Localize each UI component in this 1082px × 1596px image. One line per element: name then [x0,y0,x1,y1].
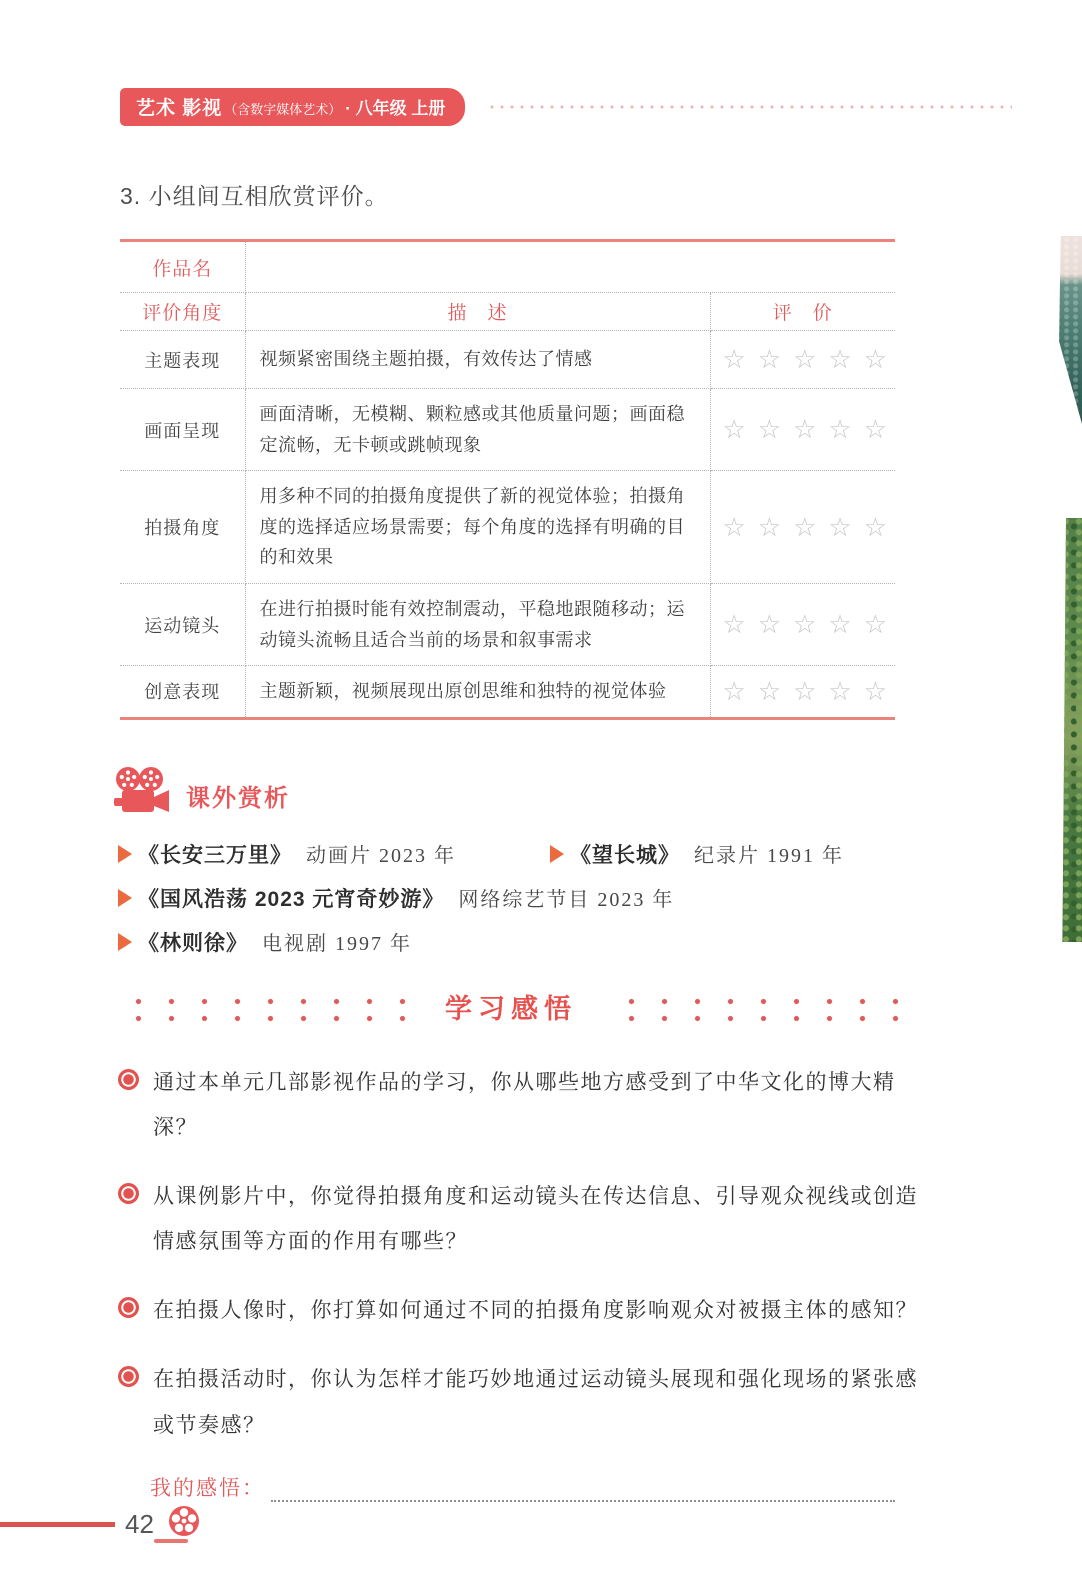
row-description: 视频紧密围绕主题拍摄，有效传达了情感 [245,331,710,389]
star-rating: ☆☆☆☆☆ [710,331,895,389]
table-row [120,666,895,719]
banner-dots-right [611,989,904,1023]
table-row [120,471,895,584]
star-rating: ☆☆☆☆☆ [710,666,895,719]
star-rating: ☆☆☆☆☆ [710,389,895,471]
fill-in-line [271,1478,895,1502]
banner-dots-left [118,989,411,1023]
right-triangle-icon [118,933,132,951]
badge-grade-label: · 八年级 上册 [345,99,446,118]
table-header-row [120,293,895,331]
work-name-label: 作品名 [120,241,245,293]
target-bullet-icon [118,1366,139,1387]
column-header-rating: 评 价 [710,293,895,331]
header-dotted-rule [487,105,1012,109]
list-item [118,883,674,913]
section-title: 3. 小组间互相欣赏评价。 [120,183,389,209]
question-item [118,1174,928,1264]
movie-row [118,883,918,913]
target-bullet-icon [118,1297,139,1318]
prompt-label: 我的感悟： [150,1475,265,1500]
question-text: 在拍摄人像时，你打算如何通过不同的拍摄角度影响观众对被摄主体的感知？ [153,1298,918,1323]
table-row-workname [120,241,895,293]
right-triangle-icon [118,889,132,907]
reflection-title: 学习感悟 [445,993,577,1024]
movie-meta: 网络综艺节目 2023 年 [458,888,675,911]
column-header-description: 描 述 [245,293,710,331]
list-item [118,927,412,957]
page-bleed-photo-top [1054,236,1082,424]
page-bleed-photo-bottom [1062,518,1082,942]
reflection-banner [118,987,904,1026]
row-angle: 拍摄角度 [120,471,245,584]
work-name-blank-field [245,241,895,293]
row-description: 主题新颖，视频展现出原创思维和独特的视觉体验 [245,666,710,719]
table-row [120,389,895,471]
appreciation-title: 课外赏析 [186,784,290,812]
question-text: 通过本单元几部影视作品的学习，你从哪些地方感受到了中华文化的博大精深？ [153,1069,896,1139]
book-title-badge [120,88,465,126]
page-footer [0,1502,204,1547]
target-bullet-icon [118,1069,139,1090]
target-bullet-icon [118,1183,139,1204]
row-angle: 主题表现 [120,331,245,389]
star-rating: ☆☆☆☆☆ [710,583,895,665]
film-reel-icon [164,1502,204,1547]
row-description: 在进行拍摄时能有效控制震动，平稳地跟随移动；运动镜头流畅且适合当前的场景和叙事需求 [245,583,710,665]
star-rating: ☆☆☆☆☆ [710,471,895,584]
right-triangle-icon [550,845,564,863]
page-number: 42 [125,1509,154,1539]
movie-title: 《望长城》 [570,843,680,867]
table-row [120,583,895,665]
footer-red-rule [0,1522,115,1527]
movie-list [118,839,918,957]
row-angle: 创意表现 [120,666,245,719]
movie-row [118,927,918,957]
movie-row [118,839,918,869]
question-text: 在拍摄活动时，你认为怎样才能巧妙地通过运动镜头展现和强化现场的紧张感或节奏感？ [153,1367,918,1437]
column-header-angle: 评价角度 [120,293,245,331]
movie-title: 《长安三万里》 [138,843,292,867]
movie-meta: 动画片 2023 年 [306,844,456,867]
movie-meta: 电视剧 1997 年 [262,932,412,955]
row-description: 用多种不同的拍摄角度提供了新的视觉体验；拍摄角度的选择适应场景需要；每个角度的选择有明确的目的和效果 [245,471,710,584]
movie-title: 《林则徐》 [138,931,248,955]
row-angle: 运动镜头 [120,583,245,665]
question-item [118,1288,928,1333]
list-item [550,839,844,869]
right-triangle-icon [118,845,132,863]
film-reel-tail [154,1539,188,1543]
table-row [120,331,895,389]
movie-projector-icon [112,766,172,825]
badge-subtitle: （含数字媒体艺术） [224,102,342,117]
badge-main-title: 艺术 影视 [136,98,223,119]
evaluation-table [120,239,900,720]
question-text: 从课例影片中，你觉得拍摄角度和运动镜头在传达信息、引导观众视线或创造情感氛围等方面的作用有哪些？ [153,1184,918,1254]
appreciation-section-header [112,766,1082,825]
row-description: 画面清晰，无模糊、颗粒感或其他质量问题；画面稳定流畅，无卡顿或跳帧现象 [245,389,710,471]
movie-title: 《国风浩荡 2023 元宵奇妙游》 [138,887,445,911]
question-item [118,1060,928,1150]
list-item [118,839,550,869]
movie-meta: 纪录片 1991 年 [694,844,844,867]
reflection-questions [118,1060,928,1448]
row-angle: 画面呈现 [120,389,245,471]
page-header [120,88,1082,126]
my-reflection-prompt [150,1472,895,1502]
question-item [118,1357,928,1447]
